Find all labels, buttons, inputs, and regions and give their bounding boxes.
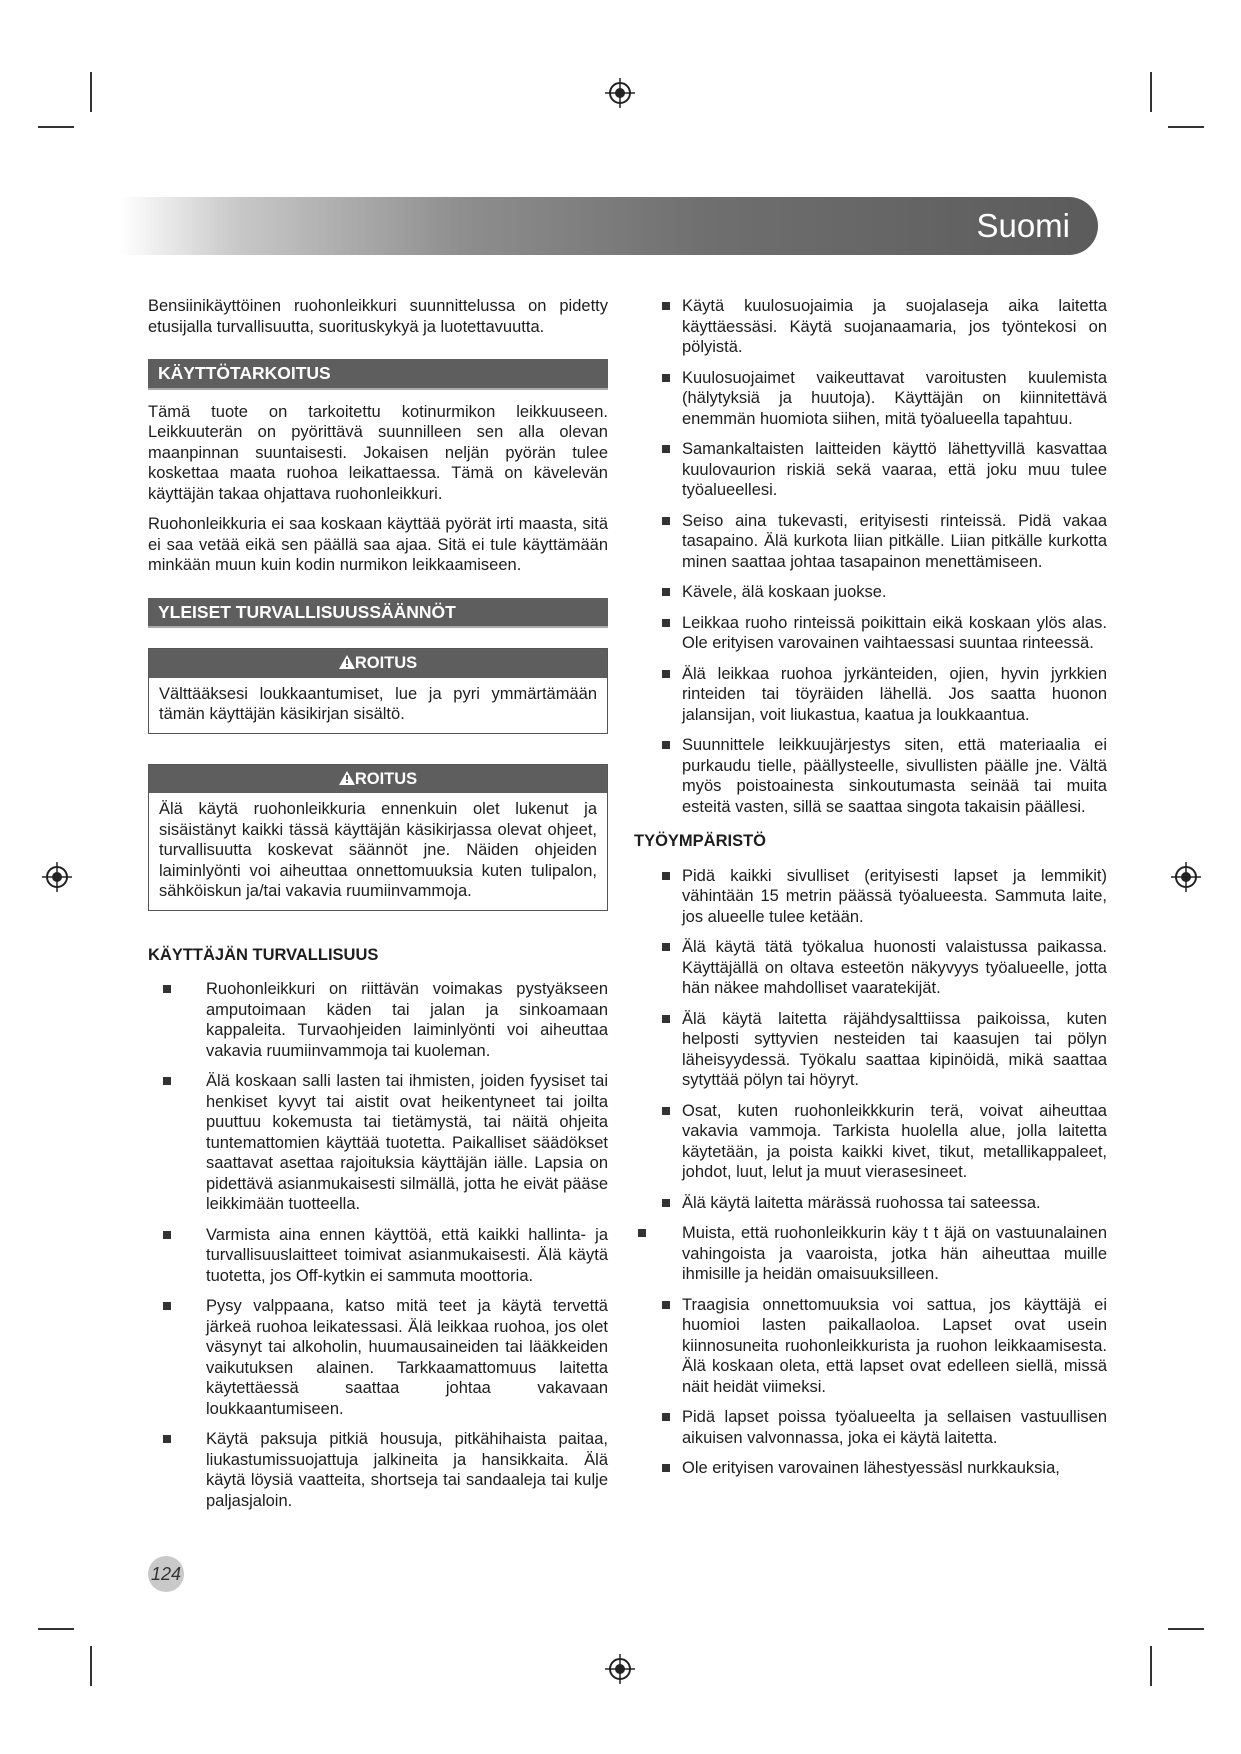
bullet-icon [662,1413,670,1421]
purpose-paragraph-2: Ruohonleikkuria ei saa koskaan käyttää pyörät irti maasta, sitä ei saa vetää eikä sen päällä saa ajaa. Sitä ei tule käyttämään minkään muun kuin kodin nurmikon leikkaamiseen. [148,515,608,574]
bullet-icon [662,1464,670,1472]
warning-body: Älä käytä ruohonleikkuria ennenkuin olet lukenut ja sisäistänyt kaikki tässä käyttäjän käsikirjassa olevat ohjeet, turvallisuutta koskevat säännöt jne. Näiden ohjeiden laiminlyönti voi aiheuttaa onnettomuuksia kuten tulipalon, sähköiskun ja/tai vakavia ruumiinvammoja. [159,800,597,900]
warning-title-text: ROITUS [354,654,418,672]
warning-title [149,649,607,678]
list-item: Älä käytä laitetta märässä ruohossa tai sateessa. [652,1193,1107,1214]
work-environment-list [652,866,1107,1479]
purpose-paragraph-1: Tämä tuote on tarkoitettu kotinurmikon leikkuuseen. Leikkuuterän on pyörittävä suunnilleen sen alla olevan maanpinnan suuntaisesti. Jokaisen neljän pyörän tulee koskettaa maata ruohoa leikattaessa. Tämä on kävelevän käyttäjän takaa ohjattava ruohonleikkuri. [148,402,608,503]
bullet-icon [662,943,670,951]
bullet-icon [163,1231,171,1239]
bullet-icon [662,1199,670,1207]
left-column [148,296,608,1521]
language-header-bar [120,197,1098,255]
safety-list [652,296,1107,817]
list-item: Ruohonleikkuri on riittävän voimakas pystyäkseen amputoimaan käden tai jalan ja sinkoamaan kappaleita. Turvaohjeiden laiminlyönti voi aiheuttaa vakavia ruumiinvammoja tai kuoleman. [148,979,608,1061]
list-item: Pysy valppaana, katso mitä teet ja käytä tervettä järkeä ruohoa leikatessasi. Älä leikkaa ruohoa, jos olet väsynyt tai alkoholin, huumausaineiden tai lääkkeiden vaikutuksen alainen. Tarkkaamattomuus laitetta käytettäessä saattaa johtaa vakavaan loukkaantumiseen. [148,1296,608,1419]
list-item: Samankaltaisten laitteiden käyttö lähettyvillä kasvattaa kuulovaurion riskiä sekä vaaraa, että joku muu tulee työalueellesi. [652,439,1107,501]
crop-mark [90,1646,92,1686]
crop-mark [38,126,74,128]
bullet-icon [662,517,670,525]
bullet-icon [163,1077,171,1085]
list-item: Seiso aina tukevasti, erityisesti rinteissä. Pidä vakaa tasapaino. Älä kurkota liian pitkälle. Liian pitkälle kurkotta minen saattaa johtaa tasapainon menettämiseen. [652,511,1107,573]
list-item: Pidä kaikki sivulliset (erityisesti lapset ja lemmikit) vähintään 15 metrin päässä työalueesta. Sammuta laite, jos alueelle tulee ketään. [652,866,1107,928]
bullet-icon [638,1229,646,1237]
crop-mark [1150,1646,1152,1686]
list-item: Käytä paksuja pitkiä housuja, pitkähihaista paitaa, liukastumissuojattuja jalkineita ja hansikkaita. Älä käytä löysiä vaatteita, shortseja tai sandaaleja tai kulje paljasjaloin. [148,1429,608,1511]
registration-mark-icon [605,78,635,108]
bullet-icon [662,1301,670,1309]
bullet-icon [163,985,171,993]
list-item: Kävele, älä koskaan juokse. [652,582,1107,603]
section-heading-general-safety: YLEISET TURVALLISUUSSÄÄNNÖT [148,598,608,629]
list-item: Suunnittele leikkuujärjestys siten, että materiaalia ei purkaudu tielle, päällysteelle, sivullisten päälle jne. Vältä myös poistoainesta sinkoutumasta seinää tai muita esteitä vasten, sillä se saattaa singota takaisin päällesi. [652,735,1107,817]
warning-box [148,648,608,734]
registration-mark-icon [42,862,72,892]
list-item: Ole erityisen varovainen lähestyessäsl nurkkauksia, [652,1458,1107,1479]
bullet-icon [662,619,670,627]
list-item: Käytä kuulosuojaimia ja suojalaseja aika laitetta käyttäessäsi. Käytä suojanaamaria, jos työntekosi on pölyistä. [652,296,1107,358]
crop-mark [38,1628,74,1630]
list-item: Kuulosuojaimet vaikeuttavat varoitusten kuulemista (hälytyksiä ja huutoja). Käyttäjän on kiinnitettävä enemmän huomiota siihen, mitä työalueella tapahtuu. [652,368,1107,430]
page-number: 124 [148,1556,184,1592]
warning-title [149,765,607,794]
list-item: Älä koskaan salli lasten tai ihmisten, joiden fyysiset tai henkiset kyvyt tai aistit ovat heikentyneet tai joilta puuttuu kokemusta tai tietämystä, tai näitä ohjeita tuntemattomien käyttää tuotetta. Paikalliset säädökset saattavat asettaa rajoituksia käyttäjän iälle. Lapsia on pidettävä asianmukaisesti silmällä, jotta he eivät pääse leikkimään tuotteella. [148,1071,608,1215]
bullet-icon [662,872,670,880]
warning-box [148,764,608,911]
warning-body: Välttääksesi loukkaantumiset, lue ja pyri ymmärtämään tämän käyttäjän käsikirjan sisältö. [159,684,597,723]
list-item: Älä käytä tätä työkalua huonosti valaistussa paikassa. Käyttäjällä on oltava esteetön näkyvyys työalueelle, jotta hän näkee mahdolliset vaaratekijät. [652,937,1107,999]
crop-mark [1168,126,1204,128]
bullet-icon [163,1435,171,1443]
bullet-icon [662,1107,670,1115]
registration-mark-icon [605,1654,635,1684]
list-item: Pidä lapset poissa työalueelta ja sellaisen vastuullisen aikuisen valvonnassa, joka ei käytä laitetta. [652,1407,1107,1448]
warning-title-text: ROITUS [354,769,418,788]
user-safety-list [148,979,608,1511]
warning-triangle-icon [339,771,355,785]
bullet-icon [662,741,670,749]
crop-mark [1168,1628,1204,1630]
crop-mark [90,72,92,112]
language-title: Suomi [976,207,1070,244]
intro-paragraph: Bensiinikäyttöinen ruohonleikkuri suunnittelussa on pidetty etusijalla turvallisuutta, suorituskykyä ja luotettavuutta. [148,297,608,336]
bullet-icon [163,1302,171,1310]
bullet-icon [662,302,670,310]
list-item: Muista, että ruohonleikkurin käy t t äjä on vastuunalainen vahingoista ja vaaroista, jotka hän aiheuttaa muille ihmisille ja heidän omaisuuksilleen. [652,1223,1107,1285]
bullet-icon [662,374,670,382]
section-heading-purpose: KÄYTTÖTARKOITUS [148,359,608,390]
warning-triangle-icon [339,655,355,669]
bullet-icon [662,1015,670,1023]
bullet-icon [662,445,670,453]
list-item: Älä leikkaa ruohoa jyrkänteiden, ojien, hyvin jyrkkien rinteiden tai töyräiden lähellä. Jos saatta huonon jalansijan, voit liukastua, kaatua ja loukkaantua. [652,664,1107,726]
user-safety-heading: KÄYTTÄJÄN TURVALLISUUS [148,945,379,964]
list-item: Varmista aina ennen käyttöä, että kaikki hallinta- ja turvallisuuslaitteet toimivat asianmukaisesti. Älä käytä tuotetta, jos Off-kytkin ei sammuta moottoria. [148,1225,608,1287]
registration-mark-icon [1171,862,1201,892]
crop-mark [1150,72,1152,112]
bullet-icon [662,670,670,678]
right-column [634,296,1107,1489]
list-item: Osat, kuten ruohonleikkkurin terä, voivat aiheuttaa vakavia vammoja. Tarkista huolella alue, jolla laitetta käytetään, ja poista kaikki kivet, tikut, metallikappaleet, johdot, luut, lelut ja muut vierasesineet. [652,1101,1107,1183]
bullet-icon [662,588,670,596]
work-environment-heading: TYÖYMPÄRISTÖ [634,832,767,850]
list-item: Älä käytä laitetta räjähdysalttiissa paikoissa, kuten helposti syttyvien nesteiden tai kaasujen tai pölyn läheisyydessä. Työkalu saattaa kipinöidä, mikä saattaa sytyttää pölyn tai höyryt. [652,1009,1107,1091]
list-item: Traagisia onnettomuuksia voi sattua, jos käyttäjä ei huomioi lasten paikallaoloa. Lapset ovat usein kiinnosuneita ruohonleikkurista ja ruohon leikkaamisesta. Älä koskaan oleta, että lapset ovat edelleen siellä, missä näit heidät viimeksi. [652,1295,1107,1398]
list-item: Leikkaa ruoho rinteissä poikittain eikä koskaan ylös alas. Ole erityisen varovainen vaihtaessasi suuntaa rinteessä. [652,613,1107,654]
